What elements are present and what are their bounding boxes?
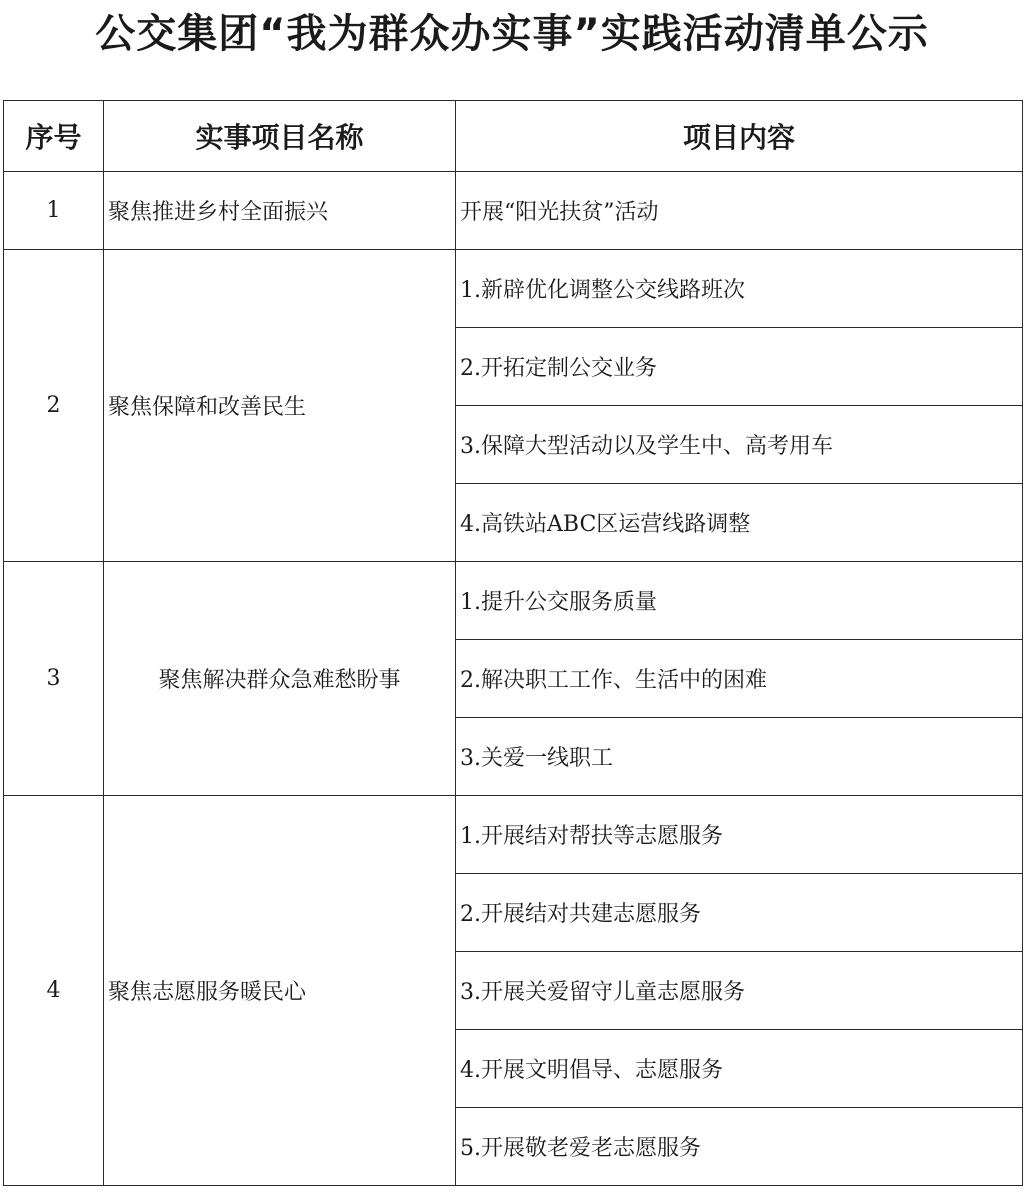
project-content: 3.保障大型活动以及学生中、高考用车 [456,406,1023,484]
header-no: 序号 [4,101,104,172]
header-content: 项目内容 [456,101,1023,172]
project-content: 4.高铁站ABC区运营线路调整 [456,484,1023,562]
header-name: 实事项目名称 [104,101,456,172]
row-number: 4 [4,796,104,1186]
project-content: 2.开拓定制公交业务 [456,328,1023,406]
page-title: 公交集团“我为群众办实事”实践活动清单公示 [95,11,929,57]
project-content: 4.开展文明倡导、志愿服务 [456,1030,1023,1108]
project-name: 聚焦保障和改善民生 [104,250,456,562]
row-number: 1 [4,172,104,250]
activity-table [3,100,1023,1186]
project-content: 1.提升公交服务质量 [456,562,1023,640]
project-name: 聚焦推进乡村全面振兴 [104,172,456,250]
table-row [4,172,1023,250]
row-number: 3 [4,562,104,796]
project-content: 2.解决职工工作、生活中的困难 [456,640,1023,718]
project-content: 1.开展结对帮扶等志愿服务 [456,796,1023,874]
project-content: 1.新辟优化调整公交线路班次 [456,250,1023,328]
table-row [4,250,1023,328]
table-row [4,562,1023,640]
project-content: 3.开展关爱留守儿童志愿服务 [456,952,1023,1030]
project-content: 2.开展结对共建志愿服务 [456,874,1023,952]
project-content: 5.开展敬老爱老志愿服务 [456,1108,1023,1186]
row-number: 2 [4,250,104,562]
project-content: 3.关爱一线职工 [456,718,1023,796]
project-name: 聚焦解决群众急难愁盼事 [104,562,456,796]
project-content: 开展“阳光扶贫”活动 [456,172,1023,250]
project-name: 聚焦志愿服务暖民心 [104,796,456,1186]
table-header-row [4,101,1023,172]
table-row [4,796,1023,874]
